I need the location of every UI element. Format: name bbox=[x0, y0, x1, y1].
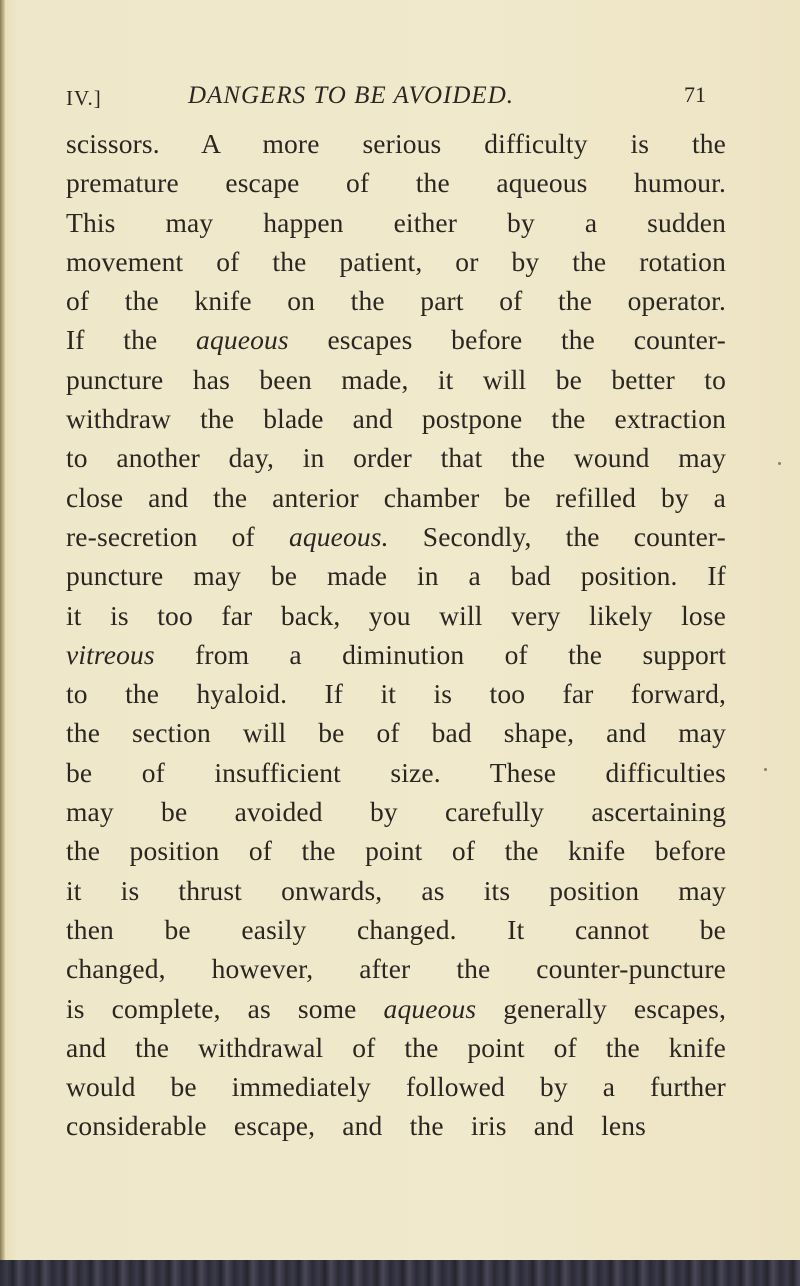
text-run: of the knife on the part of the operator. bbox=[66, 285, 726, 317]
text-run: re-secretion of bbox=[66, 520, 289, 552]
text-run: would be immediately followed by a further bbox=[66, 1071, 726, 1103]
text-run: be of insufficient size. These difficulties bbox=[66, 756, 726, 788]
text-run: puncture has been made, it will be better to bbox=[66, 363, 726, 395]
text-run: then be easily changed. It cannot be bbox=[66, 913, 726, 945]
text-line bbox=[66, 792, 726, 831]
italic-term: aqueous. bbox=[288, 520, 389, 552]
text-line bbox=[66, 242, 726, 281]
text-line bbox=[66, 360, 726, 399]
text-run: considerable escape, and the iris and lens bbox=[66, 1110, 646, 1142]
text-run: This may happen either by a sudden bbox=[66, 206, 726, 238]
italic-term: aqueous bbox=[196, 324, 289, 356]
text-line bbox=[66, 1067, 726, 1106]
text-line bbox=[66, 124, 726, 163]
text-run: escapes before the counter- bbox=[288, 324, 726, 356]
text-line bbox=[66, 596, 726, 635]
text-line bbox=[66, 438, 726, 477]
italic-term: vitreous bbox=[66, 638, 155, 670]
text-line bbox=[66, 478, 726, 517]
text-run: close and the anterior chamber be refilled by a bbox=[66, 481, 726, 513]
text-run: it is thrust onwards, as its position may bbox=[66, 874, 726, 906]
text-run: generally escapes, bbox=[476, 992, 726, 1024]
text-run: it is too far back, you will very likely lose bbox=[66, 599, 726, 631]
text-run: changed, however, after the counter-puncture bbox=[66, 953, 726, 985]
text-run: to the hyaloid. If it is too far forward, bbox=[66, 678, 726, 710]
text-run: movement of the patient, or by the rotation bbox=[66, 245, 726, 277]
paper-speck bbox=[764, 768, 767, 771]
text-line bbox=[66, 989, 726, 1028]
page-gutter-edge bbox=[0, 0, 5, 1286]
text-run: If the bbox=[66, 324, 197, 356]
text-run: is complete, as some bbox=[66, 992, 384, 1024]
text-run: and the withdrawal of the point of the knife bbox=[66, 1031, 726, 1063]
text-line bbox=[66, 831, 726, 870]
text-run: the position of the point of the knife before bbox=[66, 835, 726, 867]
text-line bbox=[66, 753, 726, 792]
text-line bbox=[66, 910, 726, 949]
text-run: the section will be of bad shape, and may bbox=[66, 717, 726, 749]
text-line bbox=[66, 556, 726, 595]
text-run: to another day, in order that the wound may bbox=[66, 442, 726, 474]
text-run: premature escape of the aqueous humour. bbox=[66, 167, 726, 199]
text-line bbox=[66, 163, 726, 202]
text-run: withdraw the blade and postpone the extraction bbox=[66, 403, 726, 435]
text-line bbox=[66, 713, 726, 752]
running-header bbox=[66, 82, 706, 116]
text-line bbox=[66, 203, 726, 242]
text-line bbox=[66, 949, 726, 988]
text-run: scissors. A more serious difficulty is the bbox=[66, 128, 726, 159]
italic-term: aqueous bbox=[383, 992, 477, 1024]
text-run: may be avoided by carefully ascertaining bbox=[66, 796, 726, 828]
text-line bbox=[66, 871, 726, 910]
text-line bbox=[66, 281, 726, 320]
text-line bbox=[66, 517, 726, 556]
text-line bbox=[66, 674, 726, 713]
text-run: Secondly, the counter- bbox=[388, 520, 726, 552]
text-run: from a diminution of the support bbox=[154, 638, 726, 670]
page-bottom-edge bbox=[0, 1260, 800, 1286]
running-title: DANGERS TO BE AVOIDED. bbox=[188, 82, 515, 109]
paper-speck bbox=[778, 462, 781, 465]
text-run: puncture may be made in a bad position. If bbox=[66, 560, 726, 592]
text-line bbox=[66, 635, 726, 674]
text-line bbox=[66, 1106, 646, 1145]
text-line bbox=[66, 320, 726, 359]
text-line bbox=[66, 1028, 726, 1067]
body-text bbox=[66, 124, 726, 1146]
chapter-number: IV.] bbox=[66, 86, 102, 110]
text-line bbox=[66, 399, 726, 438]
page-number: 71 bbox=[684, 82, 706, 107]
